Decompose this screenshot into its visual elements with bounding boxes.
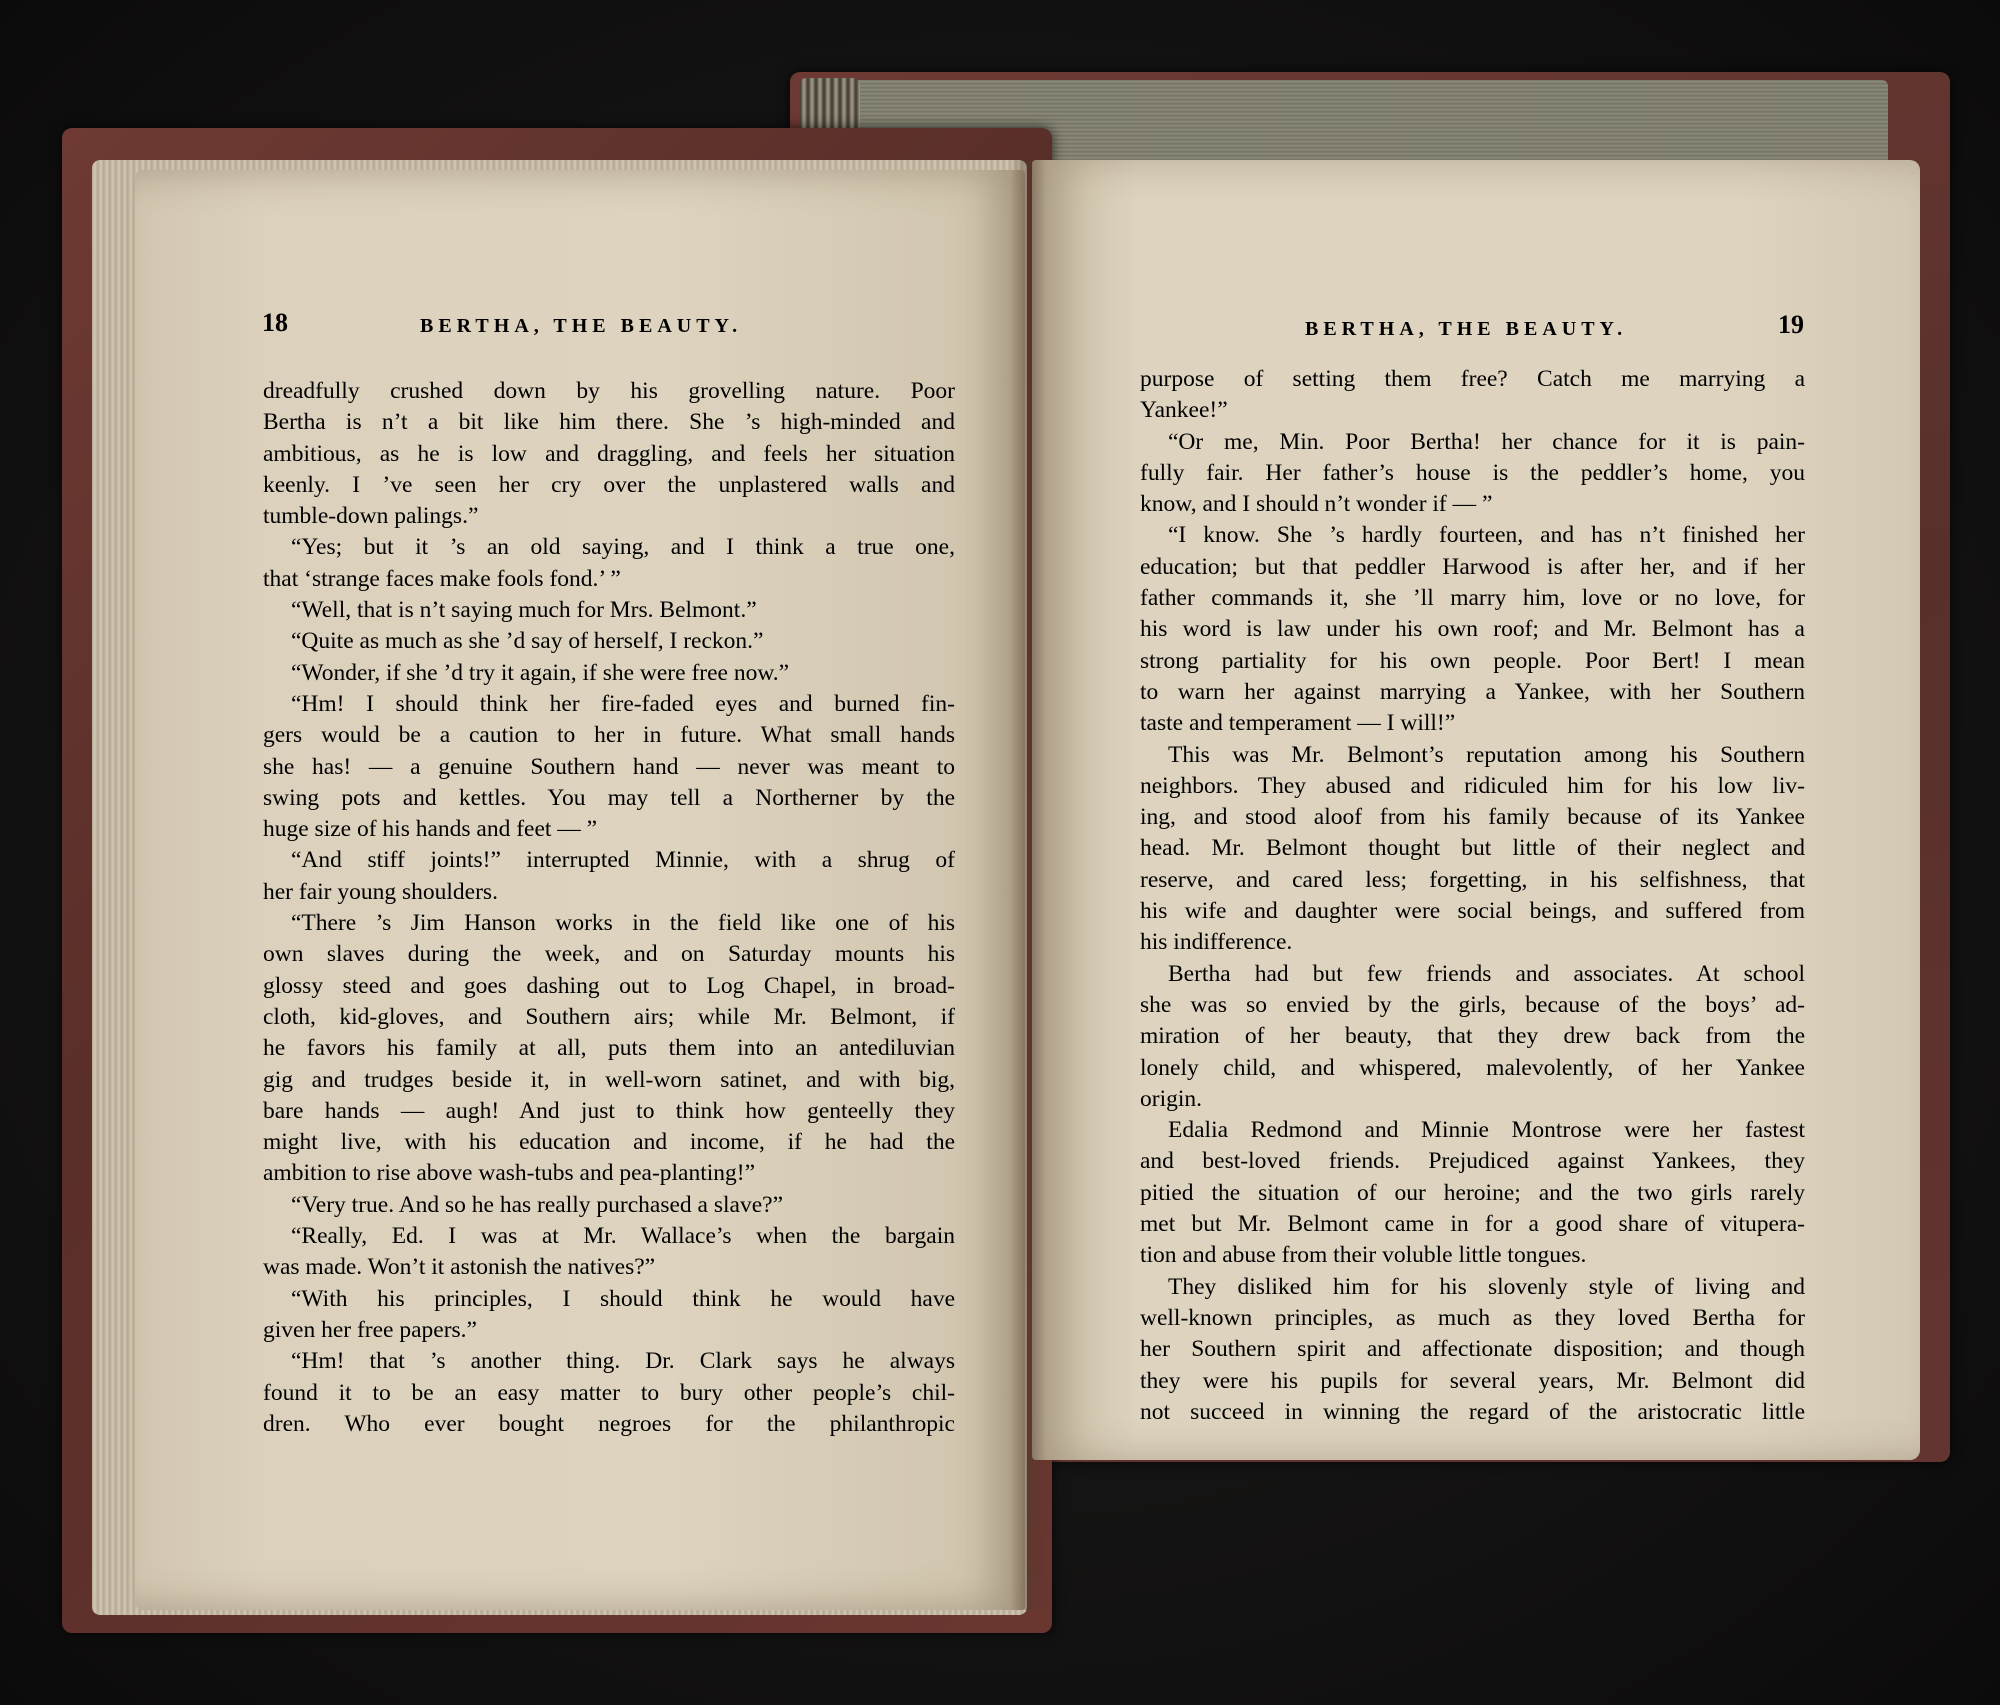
text-line: “Well, that is n’t saying much for Mrs. Belmont.” xyxy=(291,597,757,624)
text-line: ing, and stood aloof from his family because of its Yankee xyxy=(1140,804,1805,831)
text-line: dren. Who ever bought negroes for the philanthropic xyxy=(263,1410,955,1437)
text-line: Bertha had but few friends and associates. At school xyxy=(1168,960,1805,987)
text-line: might live, with his education and income, if he had the xyxy=(263,1129,955,1156)
text-line: glossy steed and goes dashing out to Log Chapel, in broad- xyxy=(263,972,955,999)
text-line: strong partiality for his own people. Poor Bert! I mean xyxy=(1140,647,1805,674)
text-line: his wife and daughter were social beings, and suffered from xyxy=(1140,898,1805,925)
text-line: her Southern spirit and affectionate disposition; and though xyxy=(1140,1336,1805,1363)
text-line: cloth, kid-gloves, and Southern airs; while Mr. Belmont, if xyxy=(263,1003,955,1030)
left-running-head: BERTHA, THE BEAUTY. xyxy=(420,315,743,337)
text-line: Yankee!” xyxy=(1140,397,1228,424)
text-line: “Quite as much as she ’d say of herself, I reckon.” xyxy=(291,628,764,655)
text-line: head. Mr. Belmont thought but little of their neglect and xyxy=(1140,835,1805,862)
book-gutter xyxy=(1010,160,1046,1610)
text-line: well-known principles, as much as they loved Bertha for xyxy=(1140,1304,1805,1331)
text-line: “Very true. And so he has really purchased a slave?” xyxy=(291,1191,783,1218)
right-running-head: BERTHA, THE BEAUTY. xyxy=(1305,318,1628,340)
text-line: taste and temperament — I will!” xyxy=(1140,710,1456,737)
text-line: father commands it, she ’ll marry him, love or no love, for xyxy=(1140,585,1805,612)
text-line: and best-loved friends. Prejudiced against Yankees, they xyxy=(1140,1148,1805,1175)
text-line: fully fair. Her father’s house is the peddler’s home, you xyxy=(1140,459,1805,486)
text-line: “Wonder, if she ’d try it again, if she were free now.” xyxy=(291,659,790,686)
text-line: she has! — a genuine Southern hand — never was meant to xyxy=(263,753,955,780)
text-line: “I know. She ’s hardly fourteen, and has n’t finished her xyxy=(1168,522,1805,549)
left-page-text xyxy=(263,376,955,1440)
text-line: swing pots and kettles. You may tell a Northerner by the xyxy=(263,784,955,811)
text-line: “Hm! that ’s another thing. Dr. Clark says he always xyxy=(291,1348,955,1375)
text-line: dreadfully crushed down by his grovelling nature. Poor xyxy=(263,378,955,404)
text-line: keenly. I ’ve seen her cry over the unplastered walls and xyxy=(263,471,955,498)
text-line: ambitious, as he is low and draggling, and feels her situation xyxy=(263,440,955,467)
text-line: met but Mr. Belmont came in for a good share of vitupera- xyxy=(1140,1211,1805,1238)
text-line: tumble-down palings.” xyxy=(263,503,479,530)
text-line: pitied the situation of our heroine; and the two girls rarely xyxy=(1140,1179,1805,1206)
text-line: This was Mr. Belmont’s reputation among his Southern xyxy=(1168,741,1805,768)
text-line: “Hm! I should think her fire-faded eyes and burned fin- xyxy=(291,690,955,717)
right-page-text xyxy=(1140,364,1805,1428)
text-line: was made. Won’t it astonish the natives?” xyxy=(263,1254,656,1281)
text-line: origin. xyxy=(1140,1085,1203,1112)
text-line: “With his principles, I should think he would have xyxy=(291,1285,955,1312)
text-line: “Really, Ed. I was at Mr. Wallace’s when the bargain xyxy=(291,1223,955,1250)
text-line: her fair young shoulders. xyxy=(263,878,498,905)
right-page-number: 19 xyxy=(1778,310,1804,339)
text-line: to warn her against marrying a Yankee, with her Southern xyxy=(1140,678,1805,705)
text-line: Bertha is n’t a bit like him there. She ’s high-minded and xyxy=(263,409,955,436)
text-line: bare hands — augh! And just to think how genteelly they xyxy=(263,1097,955,1124)
text-line: she was so envied by the girls, because of the boys’ ad- xyxy=(1140,991,1805,1018)
text-line: tion and abuse from their voluble little tongues. xyxy=(1140,1242,1587,1269)
text-line: own slaves during the week, and on Saturday mounts his xyxy=(263,941,955,968)
text-line: Edalia Redmond and Minnie Montrose were her fastest xyxy=(1168,1117,1805,1144)
text-line: know, and I should n’t wonder if — ” xyxy=(1140,491,1493,518)
text-line: gers would be a caution to her in future. What small hands xyxy=(263,722,955,749)
text-line: “And stiff joints!” interrupted Minnie, with a shrug of xyxy=(291,847,955,874)
text-line: miration of her beauty, that they drew back from the xyxy=(1140,1023,1805,1050)
text-line: “Yes; but it ’s an old saying, and I think a true one, xyxy=(291,534,955,561)
text-line: not succeed in winning the regard of the aristocratic little xyxy=(1140,1398,1805,1425)
text-line: his indifference. xyxy=(1140,929,1293,956)
text-line: reserve, and cared less; forgetting, in his selfishness, that xyxy=(1140,866,1805,893)
text-line: that ‘strange faces make fools fond.’ ” xyxy=(263,565,621,592)
text-line: gig and trudges beside it, in well-worn satinet, and with big, xyxy=(263,1066,955,1093)
text-line: they were his pupils for several years, Mr. Belmont did xyxy=(1140,1367,1805,1394)
text-line: lonely child, and whispered, malevolently, of her Yankee xyxy=(1140,1054,1805,1081)
text-line: huge size of his hands and feet — ” xyxy=(263,816,598,843)
text-line: neighbors. They abused and ridiculed him for his low liv- xyxy=(1140,772,1805,799)
left-page-number: 18 xyxy=(262,308,288,337)
text-line: “There ’s Jim Hanson works in the field like one of his xyxy=(291,910,955,937)
text-line: given her free papers.” xyxy=(263,1316,477,1343)
text-line: ambition to rise above wash-tubs and pea-planting!” xyxy=(263,1160,756,1187)
text-line: he favors his family at all, puts them into an antediluvian xyxy=(263,1035,955,1062)
text-line: his word is law under his own roof; and Mr. Belmont has a xyxy=(1140,616,1805,643)
text-line: education; but that peddler Harwood is after her, and if her xyxy=(1140,553,1805,580)
text-line: found it to be an easy matter to bury other people’s chil- xyxy=(263,1379,955,1406)
text-line: “Or me, Min. Poor Bertha! her chance for it is pain- xyxy=(1168,428,1805,455)
text-line: purpose of setting them free? Catch me marrying a xyxy=(1140,366,1805,392)
text-line: They disliked him for his slovenly style of living and xyxy=(1168,1273,1805,1300)
